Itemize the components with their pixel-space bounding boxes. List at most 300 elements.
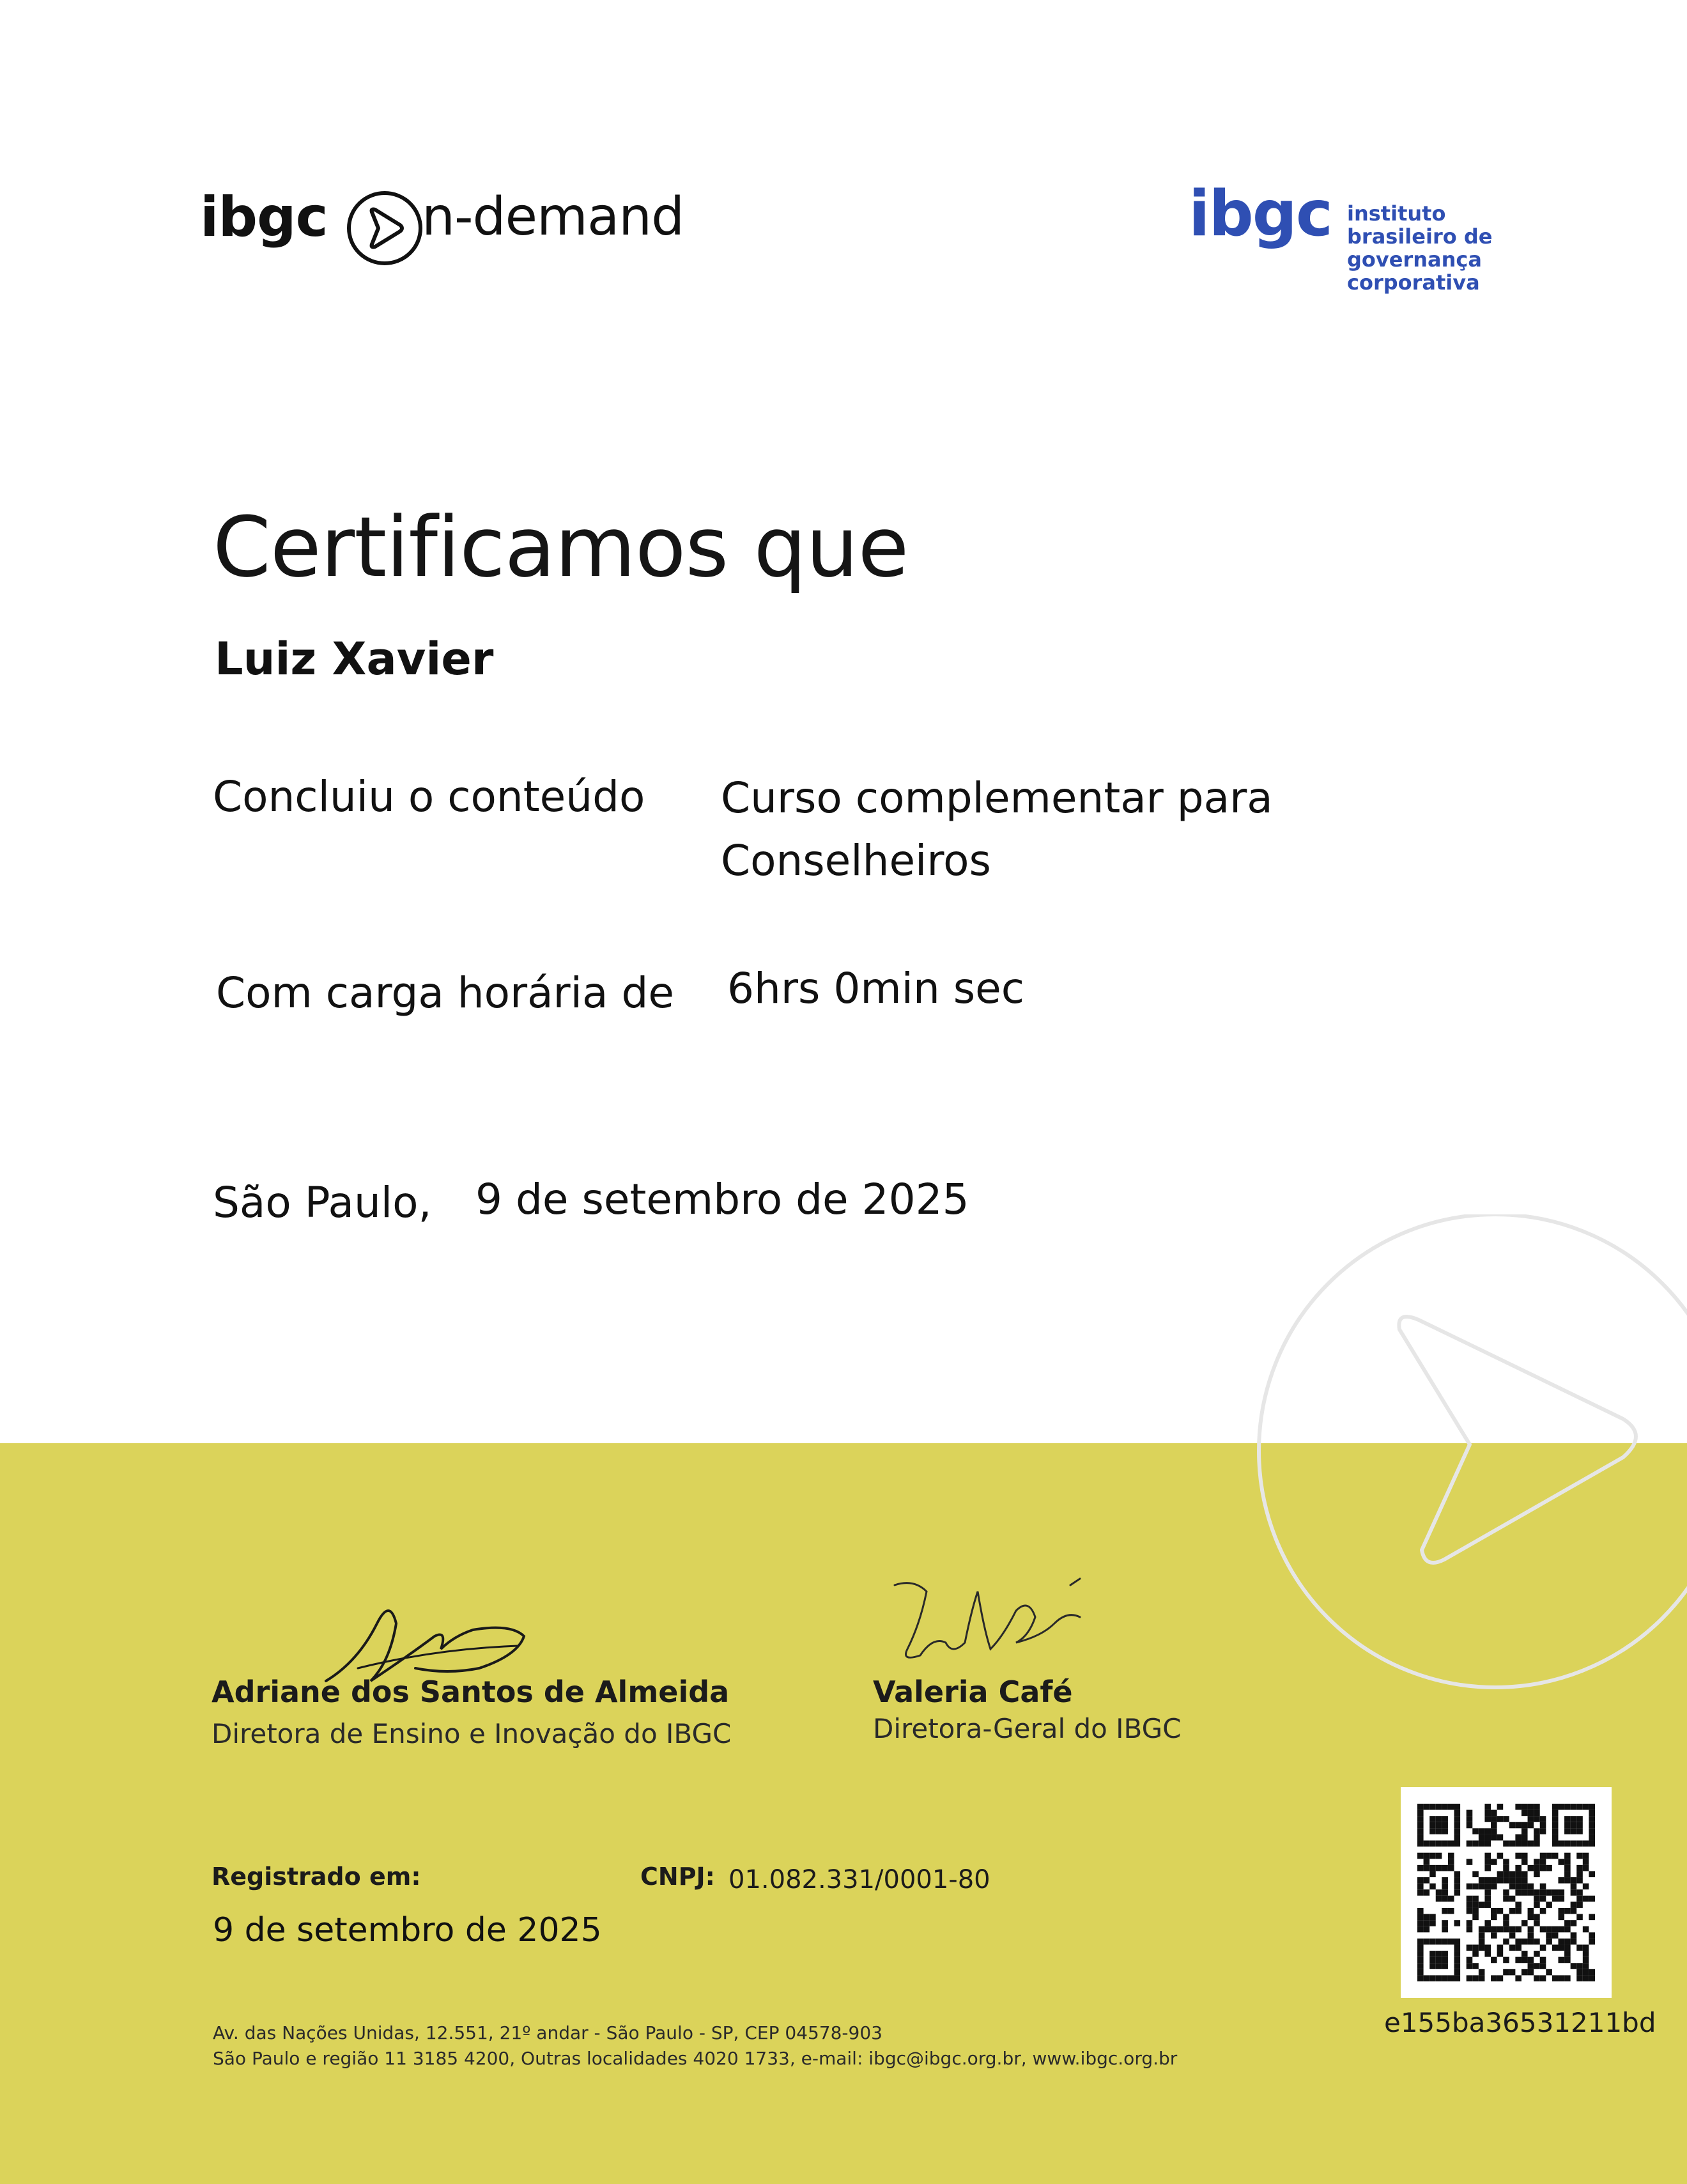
qr-module [1576, 1969, 1583, 1976]
qr-module [1417, 1944, 1424, 1951]
qr-module [1515, 1939, 1521, 1945]
qr-module [1479, 1901, 1485, 1908]
qr-module [1521, 1822, 1528, 1829]
qr-module [1417, 1926, 1424, 1933]
qr-module [1436, 1896, 1442, 1902]
qr-module [1589, 1871, 1595, 1877]
qr-module [1467, 1816, 1473, 1822]
qr-module [1417, 1951, 1424, 1957]
qr-module [1436, 1841, 1442, 1847]
qr-module [1497, 1877, 1504, 1884]
qr-module [1528, 1939, 1534, 1945]
qr-module [1479, 1926, 1485, 1933]
qr-module [1564, 1877, 1571, 1884]
qr-module [1484, 1920, 1491, 1926]
qr-module [1442, 1957, 1448, 1963]
qr-module [1454, 1828, 1461, 1834]
qr-module [1448, 1896, 1454, 1902]
qr-module [1491, 1957, 1497, 1963]
qr-module [1534, 1834, 1540, 1841]
qr-module [1442, 1828, 1448, 1834]
qr-module [1442, 1939, 1448, 1945]
qr-module [1424, 1920, 1430, 1926]
qr-module [1479, 1877, 1485, 1884]
qr-module [1442, 1865, 1448, 1871]
qr-module [1467, 1944, 1473, 1951]
qr-module [1509, 1896, 1516, 1902]
qr-module [1417, 1853, 1424, 1859]
content-label: Concluiu o conteúdo [213, 772, 645, 821]
qr-module [1534, 1804, 1540, 1810]
qr-module [1454, 1877, 1461, 1884]
qr-module [1503, 1920, 1509, 1926]
qr-module [1546, 1901, 1552, 1908]
ibgc-logo-line: instituto [1347, 201, 1446, 226]
qr-module [1515, 1822, 1521, 1829]
qr-module [1429, 1975, 1436, 1981]
qr-module [1497, 1908, 1504, 1914]
qr-module [1417, 1889, 1424, 1896]
qr-module [1509, 1944, 1516, 1951]
qr-module [1515, 1804, 1521, 1810]
qr-module [1472, 1914, 1479, 1921]
qr-module [1429, 1828, 1436, 1834]
signatory-name: Valeria Café [873, 1675, 1073, 1709]
qr-module [1472, 1975, 1479, 1981]
qr-module [1558, 1926, 1564, 1933]
qr-module [1424, 1841, 1430, 1847]
qr-module [1479, 1975, 1485, 1981]
qr-module [1454, 1816, 1461, 1822]
qr-module [1576, 1853, 1583, 1859]
qr-module [1564, 1804, 1571, 1810]
qr-module [1583, 1951, 1589, 1957]
qr-module [1528, 1889, 1534, 1896]
qr-module [1503, 1939, 1509, 1945]
qr-module [1515, 1871, 1521, 1877]
qr-module [1424, 1877, 1430, 1884]
ibgc-logo-tagline [1347, 202, 1539, 294]
qr-module [1564, 1865, 1571, 1871]
qr-module [1454, 1963, 1461, 1969]
qr-module [1540, 1865, 1546, 1871]
qr-module [1454, 1810, 1461, 1816]
qr-module [1491, 1975, 1497, 1981]
qr-module [1558, 1841, 1564, 1847]
qr-module [1491, 1932, 1497, 1939]
qr-module [1589, 1834, 1595, 1841]
qr-module [1479, 1841, 1485, 1847]
qr-module [1491, 1816, 1497, 1822]
qr-module [1429, 1884, 1436, 1890]
qr-module [1534, 1914, 1540, 1921]
cnpj-label: CNPJ: [640, 1863, 715, 1891]
qr-module [1552, 1828, 1559, 1834]
qr-module [1467, 1841, 1473, 1847]
qr-module [1479, 1932, 1485, 1939]
qr-module [1576, 1896, 1583, 1902]
qr-module [1429, 1963, 1436, 1969]
qr-module [1571, 1841, 1577, 1847]
qr-module [1436, 1822, 1442, 1829]
qr-module [1564, 1920, 1571, 1926]
qr-module [1546, 1865, 1552, 1871]
qr-module [1436, 1939, 1442, 1945]
qr-module [1509, 1926, 1516, 1933]
qr-module [1534, 1859, 1540, 1865]
qr-module [1583, 1853, 1589, 1859]
qr-module [1497, 1804, 1504, 1810]
issue-date: 9 de setembro de 2025 [475, 1175, 969, 1224]
signatory-role: Diretora-Geral do IBGC [873, 1713, 1182, 1744]
qr-module [1558, 1944, 1564, 1951]
qr-module [1417, 1908, 1424, 1914]
qr-module [1454, 1834, 1461, 1841]
qr-module [1429, 1853, 1436, 1859]
qr-module [1528, 1969, 1534, 1976]
qr-module [1417, 1975, 1424, 1981]
qr-module [1503, 1816, 1509, 1822]
qr-module [1521, 1828, 1528, 1834]
qr-module [1429, 1920, 1436, 1926]
qr-module [1552, 1810, 1559, 1816]
qr-module [1515, 1901, 1521, 1908]
qr-module [1540, 1926, 1546, 1933]
qr-module [1442, 1920, 1448, 1926]
qr-module [1424, 1865, 1430, 1871]
qr-module [1424, 1804, 1430, 1810]
qr-module [1528, 1957, 1534, 1963]
qr-module [1467, 1975, 1473, 1981]
qr-module [1442, 1951, 1448, 1957]
qr-module [1442, 1884, 1448, 1890]
qr-module [1503, 1957, 1509, 1963]
qr-module [1429, 1939, 1436, 1945]
qr-module [1515, 1865, 1521, 1871]
qr-module [1515, 1944, 1521, 1951]
qr-module [1540, 1975, 1546, 1981]
qr-module [1509, 1908, 1516, 1914]
qr-module [1576, 1963, 1583, 1969]
qr-module [1436, 1951, 1442, 1957]
qr-module [1583, 1804, 1589, 1810]
qr-module [1509, 1884, 1516, 1890]
qr-module [1429, 1865, 1436, 1871]
qr-module [1583, 1957, 1589, 1963]
qr-module [1442, 1889, 1448, 1896]
qr-module [1442, 1816, 1448, 1822]
qr-module [1454, 1975, 1461, 1981]
qr-module [1521, 1957, 1528, 1963]
qr-module [1576, 1975, 1583, 1981]
qr-module [1454, 1804, 1461, 1810]
qr-module [1509, 1877, 1516, 1884]
qr-module [1509, 1969, 1516, 1976]
qr-module [1442, 1963, 1448, 1969]
qr-module [1417, 1822, 1424, 1829]
qr-module [1417, 1810, 1424, 1816]
qr-module [1552, 1944, 1559, 1951]
qr-module [1564, 1939, 1571, 1945]
qr-module [1424, 1914, 1430, 1921]
qr-module [1454, 1957, 1461, 1963]
qr-module [1454, 1939, 1461, 1945]
qr-module [1558, 1859, 1564, 1865]
qr-module [1467, 1908, 1473, 1914]
qr-module [1448, 1804, 1454, 1810]
qr-module [1503, 1914, 1509, 1921]
qr-module [1509, 1841, 1516, 1847]
qr-module [1564, 1828, 1571, 1834]
qr-module [1589, 1822, 1595, 1829]
qr-module [1472, 1944, 1479, 1951]
qr-module [1484, 1804, 1491, 1810]
qr-module [1417, 1939, 1424, 1945]
qr-module [1564, 1957, 1571, 1963]
qr-module [1429, 1871, 1436, 1877]
qr-module [1436, 1957, 1442, 1963]
qr-module [1467, 1901, 1473, 1908]
qr-module [1497, 1871, 1504, 1877]
qr-module [1528, 1932, 1534, 1939]
qr-module [1521, 1889, 1528, 1896]
qr-module [1467, 1859, 1473, 1865]
qr-module [1503, 1865, 1509, 1871]
qr-module [1583, 1841, 1589, 1847]
qr-module [1429, 1914, 1436, 1921]
qr-module [1491, 1828, 1497, 1834]
certificate-headline: Certificamos que [213, 499, 909, 596]
qr-module [1484, 1816, 1491, 1822]
qr-module [1467, 1822, 1473, 1829]
qr-module [1521, 1804, 1528, 1810]
qr-module [1515, 1957, 1521, 1963]
qr-module [1552, 1889, 1559, 1896]
qr-module [1571, 1932, 1577, 1939]
qr-module [1417, 1816, 1424, 1822]
qr-module [1552, 1834, 1559, 1841]
qr-module [1521, 1969, 1528, 1976]
qr-module [1552, 1841, 1559, 1847]
qr-module [1589, 1841, 1595, 1847]
qr-module [1503, 1926, 1509, 1933]
qr-module [1540, 1896, 1546, 1902]
qr-module [1454, 1920, 1461, 1926]
qr-module [1442, 1926, 1448, 1933]
qr-module [1484, 1877, 1491, 1884]
ibgc-logo-line: corporativa [1347, 270, 1480, 295]
qr-module [1479, 1828, 1485, 1834]
qr-module [1484, 1944, 1491, 1951]
qr-module [1546, 1889, 1552, 1896]
ondemand-logo-suffix: n-demand [422, 187, 684, 247]
qr-module [1521, 1939, 1528, 1945]
qr-module [1448, 1853, 1454, 1859]
qr-module [1583, 1865, 1589, 1871]
qr-module [1467, 1896, 1473, 1902]
qr-module [1467, 1957, 1473, 1963]
qr-module [1583, 1859, 1589, 1865]
qr-module [1576, 1889, 1583, 1896]
qr-module [1503, 1969, 1509, 1976]
qr-module [1564, 1859, 1571, 1865]
qr-module [1552, 1804, 1559, 1810]
qr-module [1534, 1816, 1540, 1822]
qr-module [1417, 1828, 1424, 1834]
qr-module [1576, 1816, 1583, 1822]
qr-module [1515, 1841, 1521, 1847]
qr-code-icon [1417, 1804, 1595, 1981]
qr-module [1509, 1871, 1516, 1877]
qr-module [1521, 1920, 1528, 1926]
qr-module [1528, 1810, 1534, 1816]
signatory-name: Adriane dos Santos de Almeida [212, 1675, 730, 1709]
qr-module [1442, 1877, 1448, 1884]
qr-module [1583, 1884, 1589, 1890]
qr-module [1589, 1828, 1595, 1834]
qr-module [1448, 1939, 1454, 1945]
qr-module [1484, 1896, 1491, 1902]
qr-module [1576, 1877, 1583, 1884]
qr-module [1467, 1810, 1473, 1816]
qr-module [1540, 1944, 1546, 1951]
qr-module [1534, 1951, 1540, 1957]
qr-module [1436, 1975, 1442, 1981]
qr-module [1521, 1853, 1528, 1859]
qr-module [1503, 1889, 1509, 1896]
qr-module [1589, 1804, 1595, 1810]
qr-module [1564, 1926, 1571, 1933]
qr-module [1546, 1939, 1552, 1945]
qr-module [1558, 1957, 1564, 1963]
qr-module [1442, 1841, 1448, 1847]
qr-module [1417, 1841, 1424, 1847]
qr-module [1467, 1884, 1473, 1890]
qr-module [1442, 1804, 1448, 1810]
qr-module [1540, 1828, 1546, 1834]
course-title [721, 767, 1273, 892]
qr-module [1558, 1877, 1564, 1884]
qr-module [1429, 1951, 1436, 1957]
qr-module [1436, 1889, 1442, 1896]
qr-module [1521, 1877, 1528, 1884]
qr-code[interactable] [1401, 1787, 1612, 1998]
qr-module [1491, 1822, 1497, 1829]
qr-module [1528, 1822, 1534, 1829]
qr-module [1484, 1884, 1491, 1890]
course-title-line: Conselheiros [721, 836, 991, 885]
qr-module [1552, 1932, 1559, 1939]
qr-module [1521, 1884, 1528, 1890]
qr-module [1583, 1963, 1589, 1969]
qr-module [1509, 1822, 1516, 1829]
qr-module [1521, 1951, 1528, 1957]
qr-module [1564, 1853, 1571, 1859]
qr-module [1571, 1884, 1577, 1890]
qr-module [1534, 1810, 1540, 1816]
qr-module [1424, 1926, 1430, 1933]
qr-module [1491, 1884, 1497, 1890]
qr-module [1583, 1926, 1589, 1933]
recipient-name: Luiz Xavier [215, 633, 494, 685]
qr-module [1417, 1865, 1424, 1871]
qr-module [1552, 1926, 1559, 1933]
qr-module [1484, 1834, 1491, 1841]
address-line: Av. das Nações Unidas, 12.551, 21º andar - São Paulo - SP, CEP 04578-903 [213, 2022, 882, 2043]
qr-module [1484, 1926, 1491, 1933]
qr-module [1558, 1804, 1564, 1810]
qr-module [1479, 1884, 1485, 1890]
qr-module [1534, 1963, 1540, 1969]
qr-module [1472, 1908, 1479, 1914]
qr-module [1424, 1889, 1430, 1896]
ondemand-logo-brand: ibgc [200, 185, 328, 249]
qr-module [1534, 1975, 1540, 1981]
qr-module [1546, 1932, 1552, 1939]
qr-module [1589, 1896, 1595, 1902]
qr-module [1589, 1975, 1595, 1981]
qr-module [1454, 1951, 1461, 1957]
signature-valeria [888, 1572, 1093, 1681]
qr-module [1454, 1822, 1461, 1829]
qr-module [1497, 1853, 1504, 1859]
qr-module [1491, 1914, 1497, 1921]
qr-module [1484, 1859, 1491, 1865]
qr-module [1515, 1877, 1521, 1884]
qr-module [1472, 1871, 1479, 1877]
qr-module [1583, 1969, 1589, 1976]
qr-module [1576, 1865, 1583, 1871]
qr-module [1479, 1944, 1485, 1951]
qr-module [1472, 1896, 1479, 1902]
qr-module [1479, 1834, 1485, 1841]
qr-module [1509, 1932, 1516, 1939]
qr-module [1497, 1944, 1504, 1951]
signatory-role: Diretora de Ensino e Inovação do IBGC [212, 1718, 732, 1749]
qr-module [1564, 1944, 1571, 1951]
qr-module [1534, 1901, 1540, 1908]
qr-module [1521, 1834, 1528, 1841]
qr-module [1528, 1816, 1534, 1822]
qr-module [1571, 1920, 1577, 1926]
qr-module [1429, 1841, 1436, 1847]
qr-module [1571, 1877, 1577, 1884]
qr-module [1571, 1901, 1577, 1908]
ibgc-logo-line: governança [1347, 247, 1482, 272]
qr-module [1484, 1853, 1491, 1859]
qr-module [1571, 1828, 1577, 1834]
qr-module [1558, 1914, 1564, 1921]
qr-module [1552, 1975, 1559, 1981]
qr-module [1540, 1859, 1546, 1865]
qr-module [1546, 1969, 1552, 1976]
qr-module [1589, 1914, 1595, 1921]
qr-module [1417, 1877, 1424, 1884]
qr-module [1442, 1975, 1448, 1981]
qr-module [1484, 1865, 1491, 1871]
qr-module [1576, 1944, 1583, 1951]
cnpj-value: 01.082.331/0001-80 [728, 1865, 990, 1894]
qr-module [1558, 1889, 1564, 1896]
qr-module [1540, 1908, 1546, 1914]
qr-module [1534, 1920, 1540, 1926]
qr-module [1546, 1926, 1552, 1933]
qr-module [1472, 1951, 1479, 1957]
qr-module [1497, 1951, 1504, 1957]
qr-module [1564, 1816, 1571, 1822]
qr-module [1552, 1853, 1559, 1859]
qr-module [1442, 1908, 1448, 1914]
